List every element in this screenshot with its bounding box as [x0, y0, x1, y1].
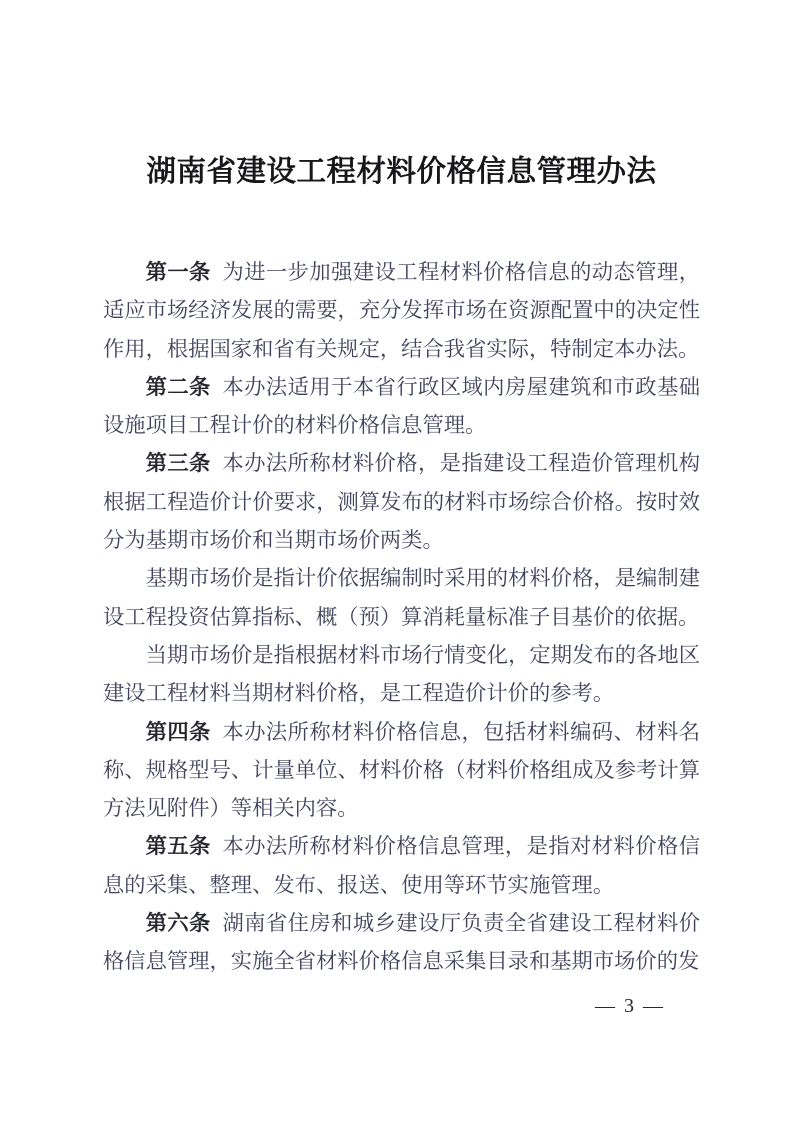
document-body — [103, 253, 700, 981]
paragraph-text: 为进一步加强建设工程材料价格信息的动态管理，适应市场经济发展的需要，充分发挥市场在资源配置中的决定性作用，根据国家和省有关规定，结合我省实际，特制定本办法。 — [103, 260, 700, 361]
paragraph — [103, 368, 700, 445]
article-number: 第一条 — [145, 260, 211, 284]
paragraph-text: 本办法所称材料价格信息，包括材料编码、材料名称、规格型号、计量单位、材料价格（材料价格组成及参考计算方法见附件）等相关内容。 — [103, 719, 700, 821]
paragraph — [103, 444, 700, 559]
paragraph — [103, 559, 700, 636]
article-number: 第五条 — [145, 834, 211, 859]
paragraph — [103, 713, 700, 828]
article-number: 第三条 — [145, 451, 211, 476]
paragraph-text: 本办法所称材料价格信息管理，是指对材料价格信息的采集、整理、发布、报送、使用等环节实施管理。 — [103, 834, 700, 897]
paragraph-text: 本办法所称材料价格，是指建设工程造价管理机构根据工程造价计价要求，测算发布的材料市场综合价格。按时效分为基期市场价和当期市场价两类。 — [103, 451, 700, 553]
paragraph-text: 基期市场价是指计价依据编制时采用的材料价格，是编制建设工程投资估算指标、概（预）算消耗量标准子目基价的依据。 — [103, 566, 700, 629]
paragraph — [103, 827, 700, 904]
paragraph-text: 本办法适用于本省行政区域内房屋建筑和市政基础设施项目工程计价的材料价格信息管理。 — [103, 374, 700, 438]
article-number: 第四条 — [145, 719, 211, 744]
paragraph-text: 湖南省住房和城乡建设厅负责全省建设工程材料价格信息管理，实施全省材料价格信息采集目录和基期市场价的发 — [103, 911, 700, 974]
article-number: 第二条 — [145, 374, 211, 399]
paragraph-text: 当期市场价是指根据材料市场行情变化，定期发布的各地区建设工程材料当期材料价格，是工程造价计价的参考。 — [103, 642, 700, 706]
paragraph — [103, 636, 700, 713]
paragraph — [103, 904, 700, 981]
document-title: 湖南省建设工程材料价格信息管理办法 — [146, 156, 657, 188]
page-number: — 3 — — [595, 995, 665, 1017]
paragraph — [103, 253, 700, 368]
article-number: 第六条 — [145, 911, 211, 936]
